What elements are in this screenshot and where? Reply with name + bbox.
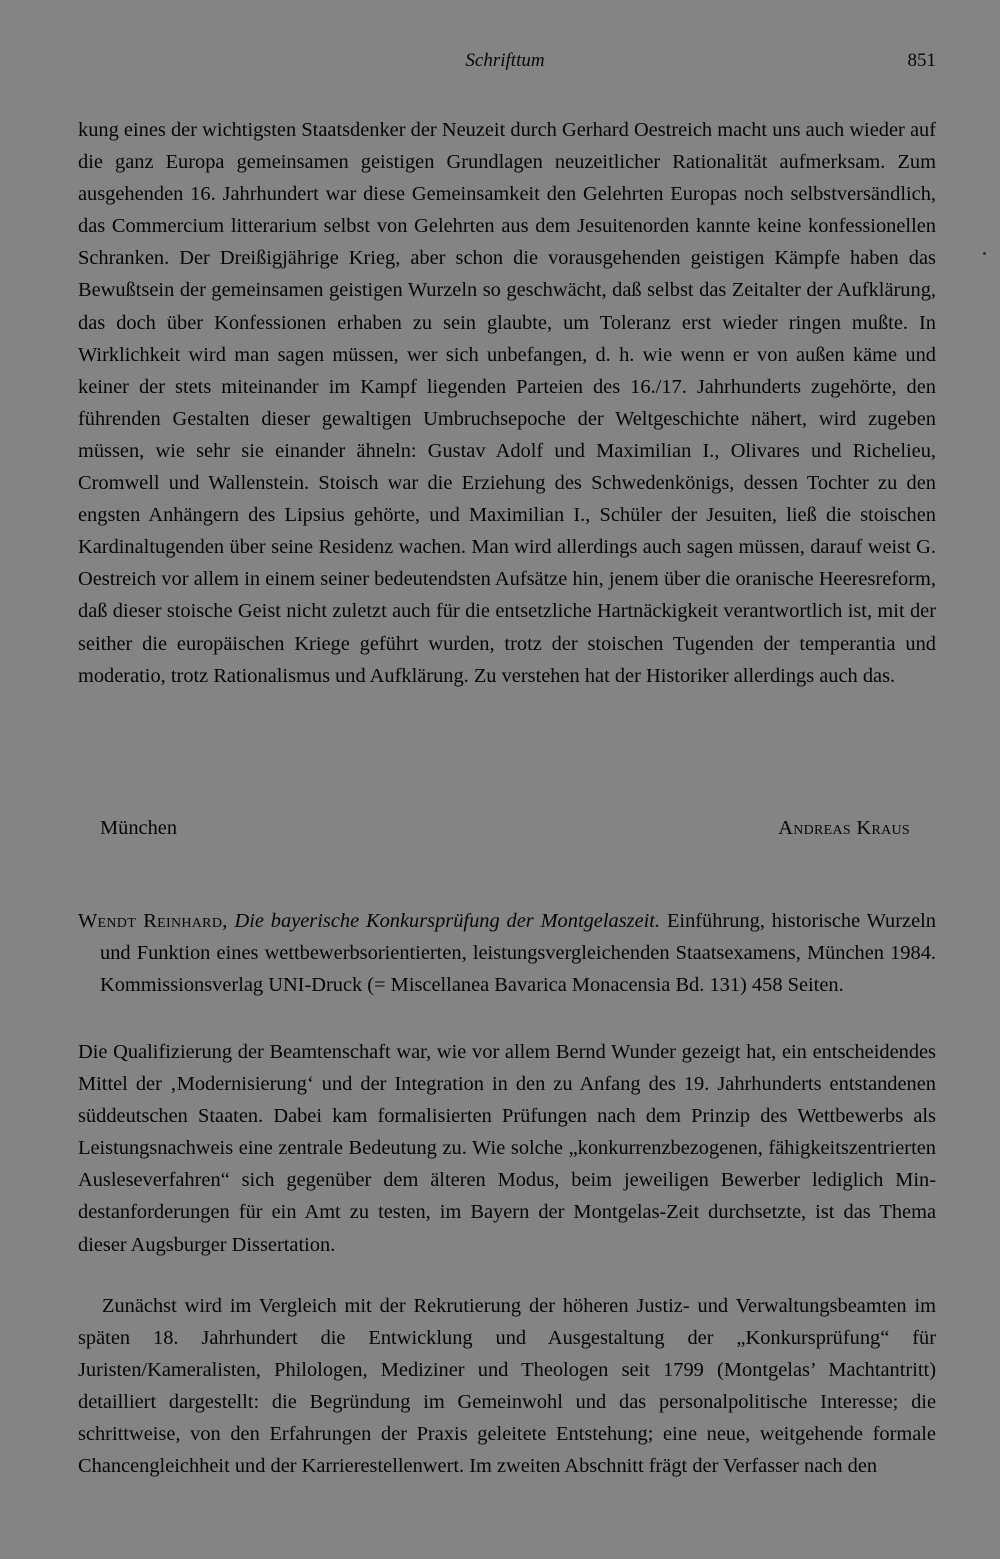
signature-place: München: [100, 817, 178, 839]
bibliographic-entry-text: [78, 906, 936, 1001]
running-title: Schrifttum: [465, 50, 545, 71]
review-bibliographic-entry: [78, 906, 936, 1001]
reviewed-author-name: Wendt Reinhard,: [78, 910, 228, 932]
margin-speck: [983, 252, 986, 255]
bibliographic-details: Einführung, historische Wurzeln und Funktion eines wettbewerbsorientierten, leistungsvergleichenden Staatsexamens, München 1984. Kommissionsverlag UNI-Druck (= Miscellanea Bavarica Monacensia Bd. 131) 458 Seiten.: [100, 910, 936, 996]
review-paragraph-1: Die Qualifizierung der Beamtenschaft war, wie vor allem Bernd Wunder gezeigt hat, ein entscheidendes Mittel der ‚Modernisierung‘ und der Integration in den zu Anfang des 19. Jahrhunderts entstandenen süddeutschen Staaten. Dabei kam formalisierten Prüfungen nach dem Prinzip des Wettbewerbs als Leistungsnachweis eine zentrale Bedeutung zu. Wie solche „konkurrenzbezogenen, fähigkeitszentrierten Ausleseverfahren“ sich gegenüber dem älteren Modus, beim jeweiligen Bewerber lediglich Mindestanforderungen für ein Amt zu testen, im Bayern der Montgelas-Zeit durchsetzte, ist das Thema dieser Augsburger Dissertation.: [78, 1041, 936, 1256]
running-head: [0, 50, 1000, 74]
page-number: 851: [907, 50, 936, 71]
signature-author: Andreas Kraus: [778, 817, 910, 839]
review-paragraph-2-block: [78, 1290, 936, 1483]
review-paragraph-1-block: [78, 1036, 936, 1261]
continuation-paragraph: kung eines der wichtigsten Staatsdenker der Neuzeit durch Gerhard Oestreich macht uns auch wieder auf die ganz Europa gemeinsamen geistigen Grundlagen neuzeitlicher Rationalität aufmerksam. Zum ausgehenden 16. Jahrhundert war diese Gemeinsamkeit den Gelehrten Europas noch selbstversändlich, das Commercium litterarium selbst von Gelehrten aus dem Jesuitenorden kannte keine konfessionellen Schranken. Der Dreißigjährige Krieg, aber schon die vorausgehenden geistigen Kämpfe haben das Bewußtsein der gemeinsamen geistigen Wurzeln so geschwächt, daß selbst das Zeitalter der Aufklärung, das doch über Konfessionen erhaben zu sein glaubte, um Toleranz erst wieder ringen mußte. In Wirklichkeit wird man sagen müssen, wer sich unbefangen, d. h. wie wenn er von außen käme und keiner der stets miteinander im Kampf liegenden Parteien des 16./17. Jahrhunderts zugehörte, den führenden Gestalten dieser gewaltigen Umbruchsepoche der Weltgeschichte nähert, wird zugeben müssen, wie sehr sie einander ähneln: Gustav Adolf und Maximilian I., Olivares und Richelieu, Cromwell und Wallenstein. Stoisch war die Erziehung des Schwedenkönigs, dessen Tochter zu den engsten Anhängern des Lipsius gehörte, und Maximilian I., Schüler der Jesuiten, ließ die stoischen Kardinaltugenden über seine Residenz wachen. Man wird allerdings auch sagen müssen, darauf weist G. Oestreich vor allem in einem seiner bedeutendsten Aufsätze hin, jenem über die oranische Heeresreform, daß dieser stoische Geist nicht zuletzt auch für die entsetzliche Hartnäckigkeit verantwortlich ist, mit der seither die europäischen Kriege geführt wurden, trotz der stoischen Tugenden der temperantia und moderatio, trotz Rationalismus und Aufklärung. Zu verstehen hat der Historiker allerdings auch das.: [78, 119, 936, 687]
reviewed-book-title: Die bayerische Konkursprüfung der Montgelaszeit.: [234, 910, 661, 932]
continuation-paragraph-block: [78, 114, 936, 692]
review-paragraph-2: Zunächst wird im Vergleich mit der Rekrutierung der höheren Justiz- und Verwaltungsbeamten im späten 18. Jahrhundert die Entwicklung und Ausgestaltung der „Konkursprüfung“ für Juristen/Kameralisten, Philologen, Mediziner und Theologen seit 1799 (Montgelas’ Machtantritt) detailliert dargestellt: die Begründung im Gemeinwohl und das personalpolitische Interesse; die schrittweise, von den Erfahrungen der Praxis geleitete Entstehung; eine neue, weitgehende formale Chancengleichheit und der Karrierestellenwert. Im zweiten Abschnitt frägt der Verfasser nach den: [78, 1295, 936, 1478]
